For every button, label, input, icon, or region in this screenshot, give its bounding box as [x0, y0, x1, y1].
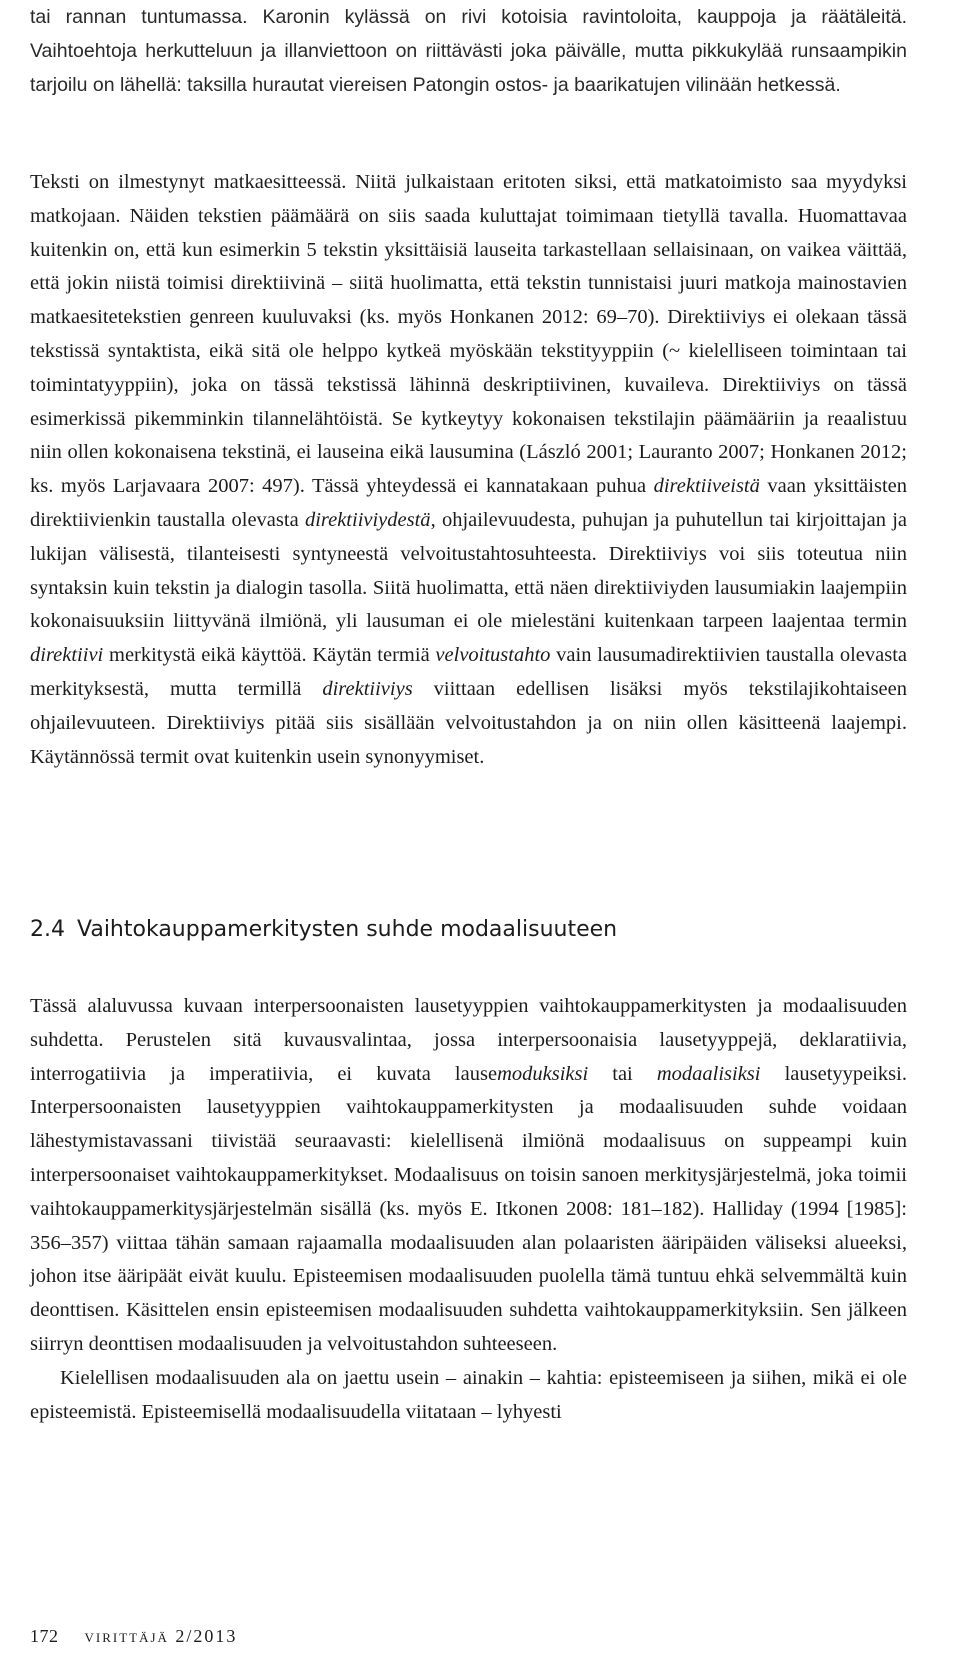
italic-term: modaalisiksi [656, 1062, 761, 1085]
paragraph-text: Teksti on ilmestynyt matkaesitteessä. Niitä julkaistaan eritoten siksi, että matkatoimisto saa myydyksi matkojaan. Näiden tekstien päämäärä on siis saada kuluttajat toimimaan tietyllä tavalla. Huomattavaa kuitenkin on, että kun esimerkin 5 tekstin yksittäisiä lauseita tarkastellaan sellaisinaan, on vaikea väittää, että jokin niistä toimisi direktiivinä – siitä huolimatta, että tekstin tunnistaisi juuri matkoja mainostavien matkaesitetekstien genreen kuuluvaksi (ks. myös Honkanen 2012: 69–70). Direktiiviys ei olekaan tässä tekstissä syntaktista, eikä sitä ole helppo kytkeä myöskään tekstityyppiin (~ kielelliseen toimintaan tai toimintatyyppiin), joka on tässä tekstissä lähinnä deskriptiivinen, kuvaileva. Direktiiviys on tässä esimerkissä pikemminkin tilannelähtöistä. Se kytkeytyy kokonaisen tekstilajin päämääriin ja reaalistuu niin ollen kokonaisena tekstinä, ei lauseina eikä lausumina (László 2001; Lauranto 2007; Honkanen 2012; ks. myös Larjavaara 2007: 497). Tässä yhteydessä ei kannatakaan puhua direktiiveistä vaan yksittäisten direktiivienkin taustalla olevasta direktiiviydestä, ohjailevuudesta, puhujan ja puhutellun tai kirjoittajan ja lukijan välisestä, tilanteisesti syntyneestä velvoitustahtosuhteesta. Direktiiviys voi siis toteutua niin syntaksin kuin tekstin ja dialogin tasolla. Siitä huolimatta, että näen direktiiviyden lausumiakin laajempiin kokonaisuuksiin liittyvänä ilmiönä, yli lausuman ei ole mielestäni kuitenkaan tarpeen laajentaa termin direktiivi merkitystä eikä käyttöä. Käytän termiä velvoitustahto vain lausumadirektiivien taustalla olevasta merkityksestä, mutta termillä direktiiviys viittaan edellisen lisäksi myös tekstilajikohtaiseen ohjailevuuteen. Direktiiviys pitää siis sisällään velvoitustahdon ja on niin ollen käsitteenä laajempi. Käytännössä termit ovat kuitenkin usein synonyymiset. [30, 171, 907, 768]
paragraph-text: Kielellisen modaalisuuden ala on jaettu usein – ainakin – kahtia: episteemiseen ja siihen, mikä ei ole episteemistä. Episteemisellä modaalisuudella viitataan – lyhyesti [30, 1366, 907, 1423]
body-paragraph-1 [30, 166, 907, 774]
body-paragraph-2 [30, 990, 907, 1429]
journal-name: virittäjä 2/2013 [84, 1626, 238, 1646]
section-number: 2.4 [30, 917, 65, 942]
italic-term: velvoitustahto [435, 644, 551, 667]
example-quote [30, 0, 907, 102]
paragraph-text: Tässä alaluvussa kuvaan interpersoonaisten lausetyyppien vaihtokauppamerkitysten ja modaalisuuden suhdetta. Perustelen sitä kuvausvalintaa, jossa interpersoonaisia lausetyyppejä, deklaratiivia, interrogatiivia ja imperatiivia, ei kuvata lausemoduksiksi tai modaalisiksi lausetyypeiksi. Interpersoonaisten lausetyyppien vaihtokauppamerkitysten ja modaalisuuden suhde voidaan lähestymistavassani tiivistää seuraavasti: kielellisenä ilmiönä modaalisuus on suppeampi kuin interpersoonaiset vaihtokauppamerkitykset. Modaalisuus on toisin sanoen merkitysjärjestelmä, joka toimii vaihtokauppamerkitysjärjestelmän sisällä (ks. myös E. Itkonen 2008: 181–182). Halliday (1994 [1985]: 356–357) viittaa tähän samaan rajaamalla modaalisuuden alan polaaristen ääripäiden väliseksi alueeksi, johon itse ääripäät eivät kuulu. Episteemisen modaalisuuden puolella tämä tuntuu ehkä selvemmältä kuin deonttisen. Käsittelen ensin episteemisen modaalisuuden suhdetta vaihtokauppamerkityksiin. Sen jälkeen siirryn deonttisen modaalisuuden ja velvoitustahdon suhteeseen. [30, 995, 907, 1355]
section-title: Vaihtokauppamerkitysten suhde modaalisuuteen [77, 917, 618, 942]
italic-term: direktiiviys [322, 677, 413, 700]
italic-term: direktiivi [30, 644, 104, 667]
italic-term: moduksiksi [497, 1062, 589, 1085]
italic-term: direktiiviydestä [304, 508, 431, 531]
italic-term: direktiiveistä [653, 475, 760, 498]
section-heading [30, 917, 617, 942]
page-footer [30, 1626, 237, 1647]
page-number: 172 [30, 1626, 59, 1646]
example-quote-text: tai rannan tuntumassa. Karonin kylässä on rivi kotoisia ravintoloita, kauppoja ja räätäleitä. Vaihtoehtoja herkutteluun ja illanviettoon on riittävästi joka päivälle, mutta pikkukylää runsaampikin tarjoilu on lähellä: taksilla hurautat viereisen Patongin ostos- ja baarikatujen vilinään hetkessä. [30, 6, 907, 96]
